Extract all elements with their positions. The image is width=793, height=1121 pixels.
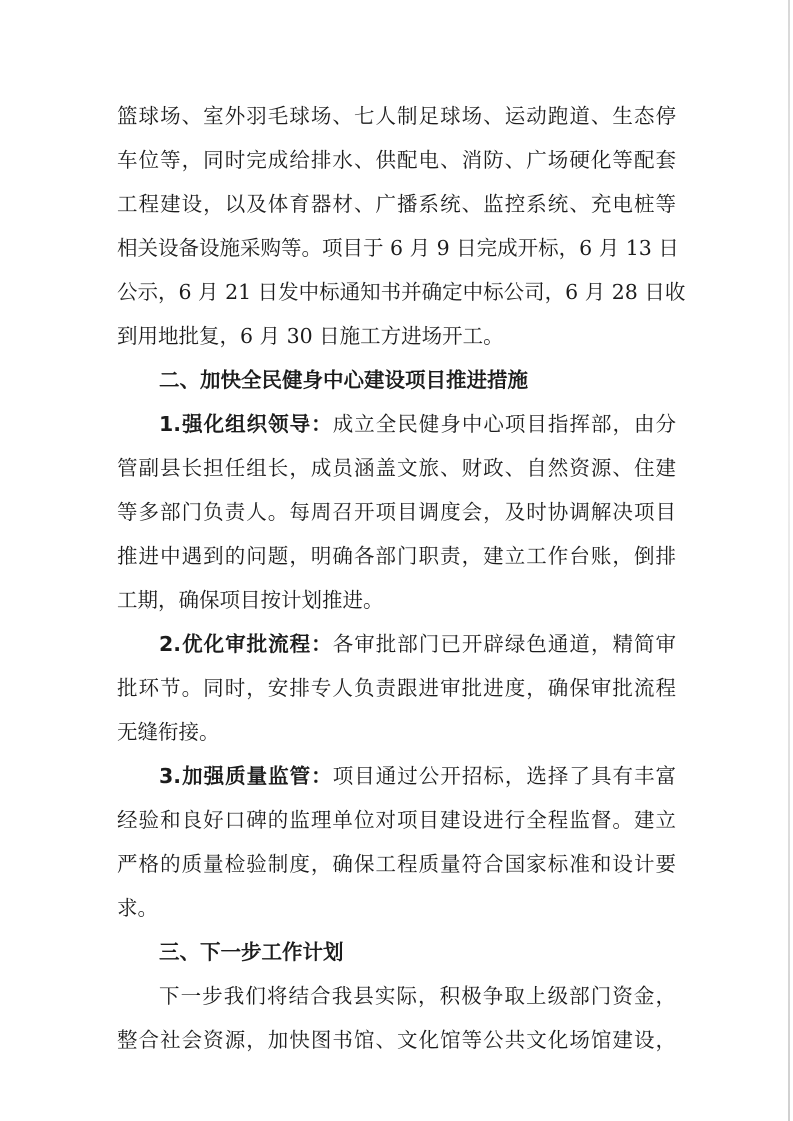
paragraph-line: 工程建设，以及体育器材、广播系统、监控系统、充电桩等 [117,192,676,216]
paragraph-line: 1.强化组织领导：成立全民健身中心项目指挥部，由分 [159,412,677,436]
paragraph-line: 求。 [117,896,158,920]
paragraph-line: 严格的质量检验制度，确保工程质量符合国家标准和设计要 [117,852,676,876]
paragraph-line: 车位等，同时完成给排水、供配电、消防、广场硬化等配套 [117,148,676,172]
paragraph-line: 管副县长担任组长，成员涵盖文旅、财政、自然资源、住建 [117,456,676,480]
paragraph-line: 相关设备设施采购等。项目于 6 月 9 日完成开标，6 月 13 日 [117,236,679,260]
paragraph-line: 经验和良好口碑的监理单位对项目建设进行全程监督。建立 [117,808,676,832]
scan-edge [788,0,790,1121]
paragraph-line: 到用地批复，6 月 30 日施工方进场开工。 [117,324,504,348]
paragraph-line: 公示，6 月 21 日发中标通知书并确定中标公司，6 月 28 日收 [117,280,686,304]
item-lead: 2.优化审批流程： [159,632,333,656]
item-lead: 3.加强质量监管： [159,764,333,788]
paragraph-line: 批环节。同时，安排专人负责跟进审批进度，确保审批流程 [117,676,676,700]
paragraph-line: 工期，确保项目按计划推进。 [117,588,384,612]
section-heading: 三、下一步工作计划 [159,940,344,964]
section-heading: 二、加快全民健身中心建设项目推进措施 [159,368,528,392]
paragraph-line: 下一步我们将结合我县实际，积极争取上级部门资金， [159,984,676,1008]
paragraph-line: 2.优化审批流程：各审批部门已开辟绿色通道，精简审 [159,632,677,656]
item-lead: 1.强化组织领导： [159,412,333,436]
paragraph-line: 篮球场、室外羽毛球场、七人制足球场、运动跑道、生态停 [117,104,676,128]
paragraph-line: 无缝衔接。 [117,720,220,744]
paragraph-line: 整合社会资源，加快图书馆、文化馆等公共文化场馆建设， [117,1028,676,1052]
paragraph-line: 等多部门负责人。每周召开项目调度会，及时协调解决项目 [117,500,676,524]
paragraph-line: 推进中遇到的问题，明确各部门职责，建立工作台账，倒排 [117,544,676,568]
paragraph-line: 3.加强质量监管：项目通过公开招标，选择了具有丰富 [159,764,677,788]
